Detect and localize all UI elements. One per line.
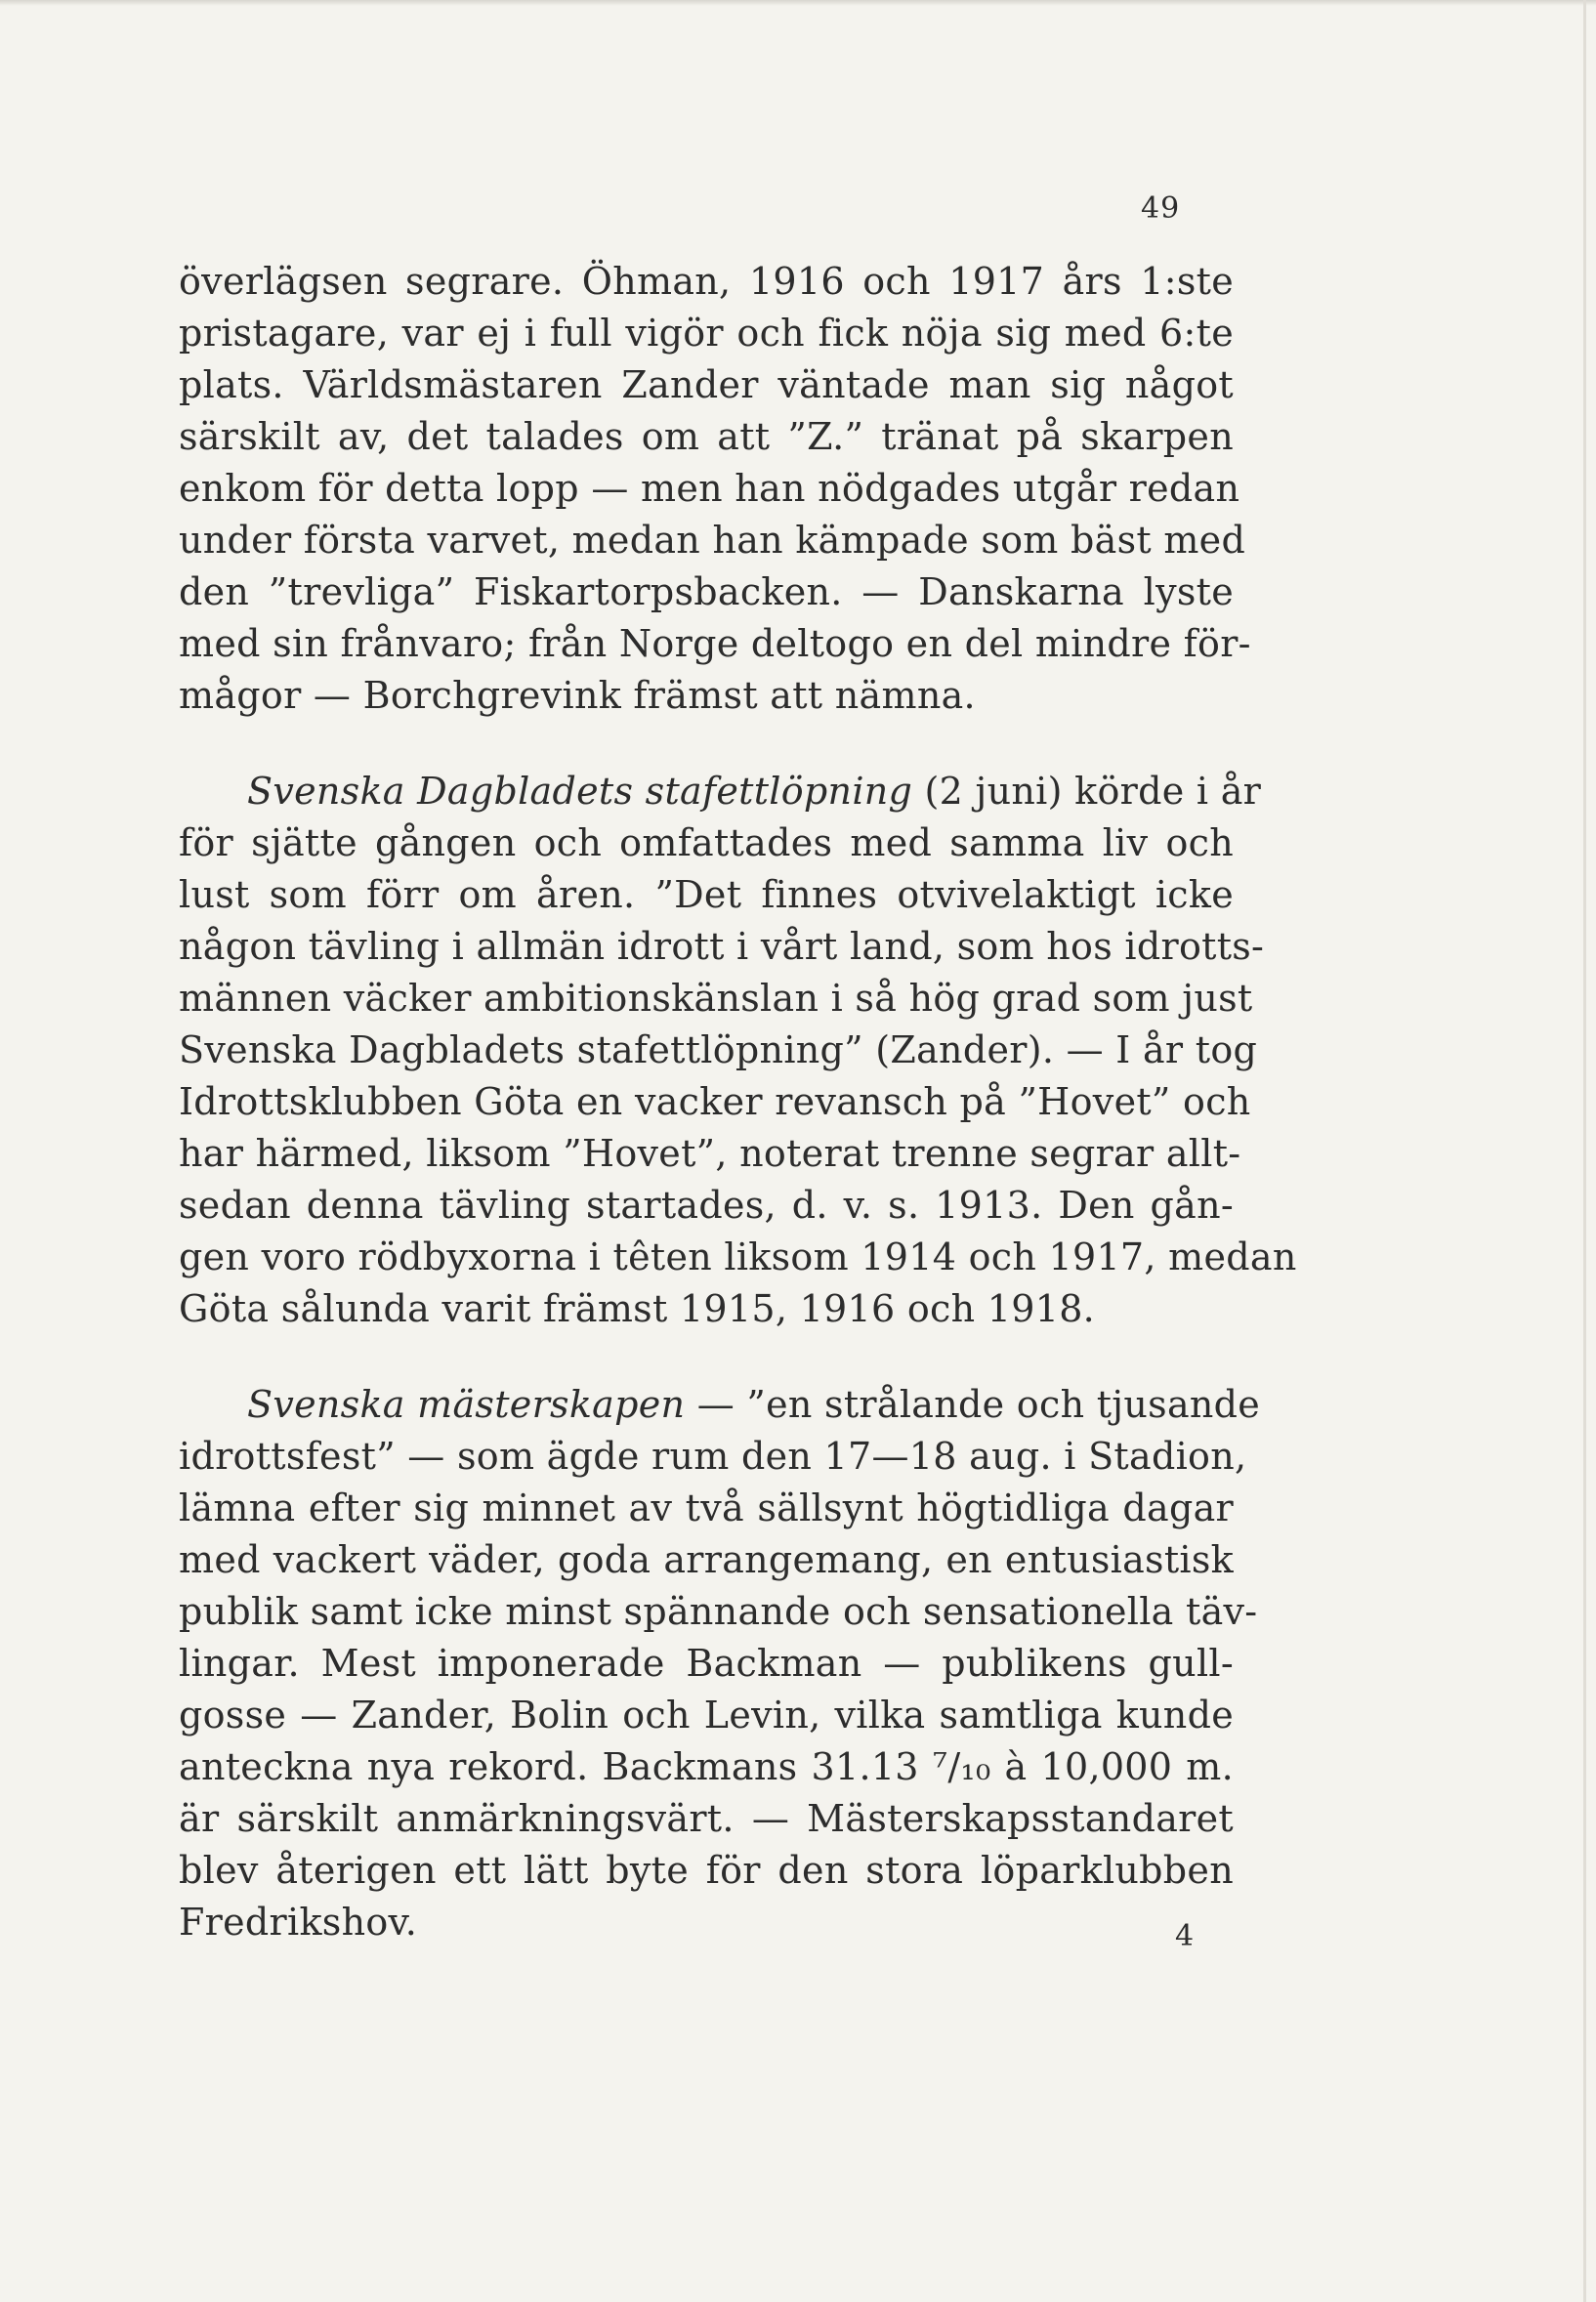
text-line (179, 766, 1262, 817)
text-run: med vackert väder, goda arrangemang, en entusiastisk (179, 1538, 1234, 1581)
paragraph-1 (179, 256, 1251, 722)
text-run: Idrottsklubben Göta en vacker revansch på ”Hovet” och (179, 1080, 1251, 1123)
text-line (179, 869, 1234, 921)
text-line (179, 1379, 1261, 1431)
text-line (179, 973, 1253, 1025)
text-run: anteckna nya rekord. Backmans 31.13 ⁷/₁₀ à 10,000 m. (179, 1745, 1234, 1788)
text-line (179, 1534, 1234, 1586)
text-line (179, 1232, 1297, 1283)
text-run: överlägsen segrare. Öhman, 1916 och 1917 års 1:ste (179, 260, 1234, 303)
text-run: idrottsfest” — som ägde rum den 17—18 aug. i Stadion, (179, 1435, 1247, 1478)
text-line (179, 1586, 1258, 1638)
text-line (179, 463, 1240, 515)
text-run: gosse — Zander, Bolin och Levin, vilka samtliga kunde (179, 1694, 1234, 1737)
text-line (179, 1690, 1234, 1741)
text-run: är särskilt anmärkningsvärt. — Mästerskapsstandaret (179, 1797, 1234, 1840)
text-line (179, 1741, 1234, 1793)
text-line (179, 1897, 1234, 1948)
text-line (179, 817, 1234, 869)
text-run: männen väcker ambitionskänslan i så hög grad som just (179, 977, 1253, 1020)
text-line (179, 411, 1234, 463)
text-line (179, 515, 1246, 566)
text-line (179, 566, 1234, 618)
paragraph-2 (179, 766, 1297, 1335)
text-line (179, 1483, 1234, 1534)
text-run: med sin frånvaro; från Norge deltogo en del mindre för- (179, 622, 1251, 665)
text-run: blev återigen ett lätt byte för den stora löparklubben (179, 1849, 1234, 1892)
text-run: — ”en strålande och tjusande (685, 1383, 1261, 1426)
text-run: för sjätte gången och omfattades med samma liv och (179, 821, 1234, 864)
text-line (179, 308, 1234, 359)
text-line (179, 670, 1234, 722)
signature-mark: 4 (1175, 1919, 1195, 1953)
text-line (179, 1638, 1234, 1690)
section-heading-italic: Svenska Dagbladets stafettlöpning (247, 770, 913, 813)
paragraph-3 (179, 1379, 1261, 1948)
text-run: den ”trevliga” Fiskartorpsbacken. — Danskarna lyste (179, 570, 1234, 613)
text-run: sedan denna tävling startades, d. v. s. 1913. Den gån- (179, 1184, 1234, 1227)
text-run: plats. Världsmästaren Zander väntade man sig något (179, 363, 1234, 406)
text-run: lämna efter sig minnet av två sällsynt högtidliga dagar (179, 1486, 1234, 1529)
text-line (179, 618, 1251, 670)
text-run: mågor — Borchgrevink främst att nämna. (179, 674, 976, 717)
section-heading-italic: Svenska mästerskapen (247, 1383, 686, 1426)
text-run: någon tävling i allmän idrott i vårt land, som hos idrotts- (179, 925, 1265, 968)
text-run: under första varvet, medan han kämpade som bäst med (179, 519, 1246, 562)
text-run: lust som förr om åren. ”Det finnes otvivelaktigt icke (179, 873, 1234, 916)
text-line (179, 1431, 1247, 1483)
text-run: Fredrikshov. (179, 1901, 418, 1944)
text-run: pristagare, var ej i full vigör och fick nöja sig med 6:te (179, 312, 1234, 355)
text-line (179, 1128, 1241, 1180)
text-run: publik samt icke minst spännande och sensationella täv- (179, 1590, 1258, 1633)
text-run: särskilt av, det talades om att ”Z.” tränat på skarpen (179, 415, 1234, 458)
text-run: (2 juni) körde i år (912, 770, 1262, 813)
page-top-edge (0, 0, 1596, 6)
text-line (179, 921, 1265, 973)
text-line (179, 1025, 1258, 1076)
text-run: Svenska Dagbladets stafettlöpning” (Zander). — I år tog (179, 1028, 1258, 1071)
text-line (179, 359, 1234, 411)
text-line (179, 1793, 1234, 1845)
text-line (179, 256, 1234, 308)
text-run: gen voro rödbyxorna i têten liksom 1914 och 1917, medan (179, 1235, 1297, 1278)
text-run: lingar. Mest imponerade Backman — publikens gull- (179, 1642, 1234, 1685)
text-run: Göta sålunda varit främst 1915, 1916 och 1918. (179, 1287, 1096, 1330)
text-line (179, 1180, 1234, 1232)
text-run: enkom för detta lopp — men han nödgades utgår redan (179, 467, 1240, 510)
paragraph-gap (179, 1335, 1234, 1379)
paragraph-gap (179, 722, 1234, 766)
text-line (179, 1283, 1234, 1335)
text-line (179, 1076, 1251, 1128)
text-line (179, 1845, 1234, 1897)
page-right-edge (1583, 0, 1586, 2302)
page-number: 49 (1141, 191, 1181, 226)
body-text (179, 256, 1297, 1948)
text-run: har härmed, liksom ”Hovet”, noterat trenne segrar allt- (179, 1132, 1241, 1175)
